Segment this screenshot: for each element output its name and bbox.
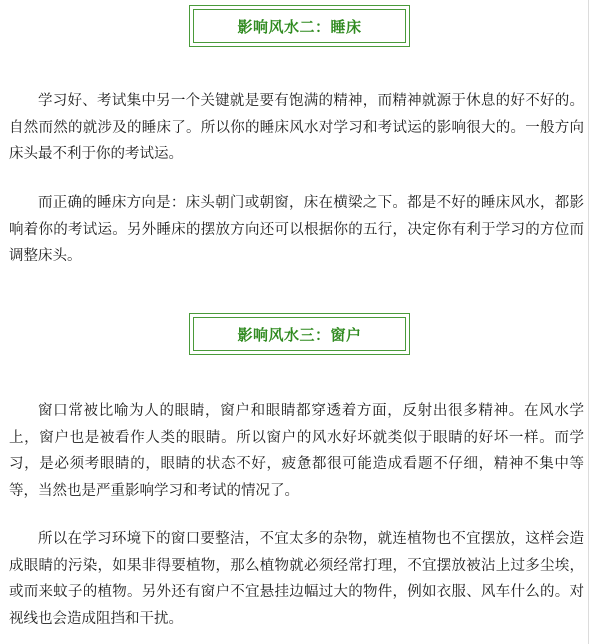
- paragraph-bed-2: 而正确的睡床方向是：床头朝门或朝窗，床在横梁之下。都是不好的睡床风水，都影响着你的考试运。另外睡床的摆放方向还可以根据你的五行，决定你有利于学习的方位而调整床头。: [9, 195, 584, 264]
- paragraph-window-2: 所以在学习环境下的窗口要整洁，不宜太多的杂物，就连植物也不宜摆放，这样会造成眼睛的污染，如果非得要植物，那么植物就必须经常打理，不宜摆放被沾上过多尘埃，或而来蚊子的植物。另外还有窗户不宜悬挂边幅过大的物件，例如衣服、风车什么的。对视线也会造成阻挡和干扰。: [9, 531, 584, 627]
- section-heading-bed-label: 影响风水二：睡床: [193, 9, 406, 43]
- section-heading-window-label: 影响风水三：窗户: [193, 317, 406, 351]
- page-edge-divider: [588, 0, 589, 644]
- paragraph-window-1: 窗口常被比喻为人的眼睛，窗户和眼睛都穿透着方面，反射出很多精神。在风水学上，窗户也是被看作人类的眼睛。所以窗户的风水好坏就类似于眼睛的好坏一样。而学习，是必须考眼睛的，眼睛的状态不好，疲惫都很可能造成看题不仔细，精神不集中等等，当然也是严重影响学习和考试的情况了。: [9, 403, 584, 499]
- section-heading-bed: [189, 5, 410, 47]
- paragraph-bed-1: 学习好、考试集中另一个关键就是要有饱满的精神，而精神就源于休息的好不好的。自然而然的就涉及的睡床了。所以你的睡床风水对学习和考试运的影响很大的。一般方向床头最不利于你的考试运。: [9, 93, 584, 162]
- section-heading-window: [189, 313, 410, 355]
